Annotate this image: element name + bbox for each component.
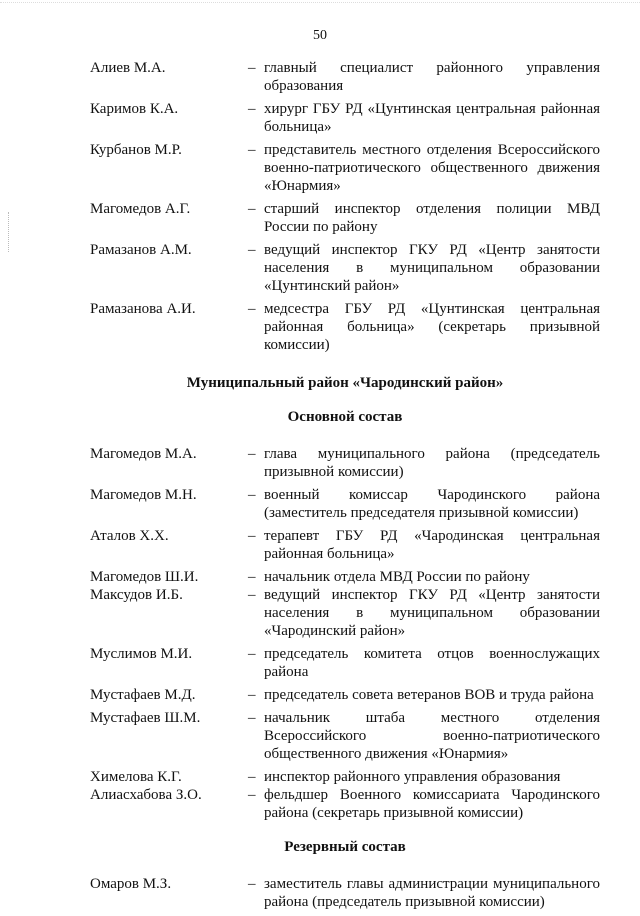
member-role: председатель совета ветеранов ВОВ и труда района	[264, 687, 594, 703]
dash: –	[248, 142, 256, 158]
dash: –	[248, 587, 256, 603]
member-name: Курбанов М.Р.	[90, 142, 182, 158]
member-name: Мустафаев М.Д.	[90, 687, 196, 703]
member-role: терапевт ГБУ РД «Чародинская центральная районная больница»	[264, 528, 600, 562]
member-role: фельдшер Военного комиссариата Чародинского района (секретарь призывной комиссии)	[264, 787, 600, 821]
scan-edge-artifact	[0, 2, 640, 9]
member-role: главный специалист районного управления образования	[264, 60, 600, 94]
member-entry	[90, 709, 600, 763]
member-name: Омаров М.З.	[90, 876, 172, 892]
member-name: Рамазанова А.И.	[90, 301, 196, 317]
member-name: Каримов К.А.	[90, 101, 179, 117]
dash: –	[248, 242, 256, 258]
member-name: Магомедов М.А.	[90, 446, 197, 462]
member-entry	[90, 586, 600, 640]
commission-list	[90, 59, 600, 916]
member-role: начальник штаба местного отделения Всероссийского военно-патриотического общественного движения «Юнармия»	[264, 710, 600, 762]
member-entry	[90, 568, 600, 586]
member-entry	[90, 486, 600, 522]
dash: –	[248, 446, 256, 462]
member-role: инспектор районного управления образования	[264, 769, 561, 785]
member-entry	[90, 527, 600, 563]
member-role: начальник отдела МВД России по району	[264, 569, 530, 585]
member-name: Мустафаев Ш.М.	[90, 710, 201, 726]
member-role: заместитель главы администрации муниципального района (председатель призывной комиссии)	[264, 876, 600, 910]
dash: –	[248, 201, 256, 217]
dash: –	[248, 487, 256, 503]
member-entry	[90, 59, 600, 95]
member-name: Алиев М.А.	[90, 60, 166, 76]
member-name: Алиасхабова З.О.	[90, 787, 202, 803]
member-entry	[90, 768, 600, 786]
dash: –	[248, 301, 256, 317]
member-role: представитель местного отделения Всероссийского военно-патриотического общественного движения «Юнармия»	[264, 142, 600, 194]
scan-margin-artifact	[8, 212, 11, 252]
member-name: Магомедов А.Г.	[90, 201, 191, 217]
member-entry	[90, 200, 600, 236]
page-number: 50	[313, 28, 327, 43]
member-name: Максудов И.Б.	[90, 587, 183, 603]
reserve-composition-heading: Резервный состав	[284, 839, 406, 855]
member-entry	[90, 445, 600, 481]
member-role: хирург ГБУ РД «Цунтинская центральная районная больница»	[264, 101, 600, 135]
member-entry	[90, 241, 600, 295]
dash: –	[248, 769, 256, 785]
member-role: глава муниципального района (председатель призывной комиссии)	[264, 446, 600, 480]
member-name: Аталов Х.Х.	[90, 528, 169, 544]
member-entry	[90, 100, 600, 136]
dash: –	[248, 876, 256, 892]
dash: –	[248, 646, 256, 662]
member-entry	[90, 686, 600, 704]
member-entry	[90, 875, 600, 911]
member-entry	[90, 141, 600, 195]
dash: –	[248, 528, 256, 544]
member-entry	[90, 300, 600, 354]
dash: –	[248, 60, 256, 76]
member-name: Рамазанов А.М.	[90, 242, 192, 258]
dash: –	[248, 101, 256, 117]
dash: –	[248, 687, 256, 703]
main-composition-heading: Основной состав	[287, 409, 403, 425]
member-entry	[90, 645, 600, 681]
member-entry	[90, 786, 600, 822]
member-role: медсестра ГБУ РД «Цунтинская центральная районная больница» (секретарь призывной комиссии)	[264, 301, 600, 353]
member-role: председатель комитета отцов военнослужащих района	[264, 646, 600, 680]
member-name: Муслимов М.И.	[90, 646, 193, 662]
member-name: Магомедов М.Н.	[90, 487, 197, 503]
member-role: старший инспектор отделения полиции МВД России по району	[264, 201, 600, 235]
dash: –	[248, 569, 256, 585]
member-name: Магомедов Ш.И.	[90, 569, 199, 585]
district-heading: Муниципальный район «Чародинский район»	[186, 375, 504, 391]
dash: –	[248, 787, 256, 803]
dash: –	[248, 710, 256, 726]
member-role: ведущий инспектор ГКУ РД «Центр занятости населения в муниципальном образовании «Цунтинский район»	[264, 242, 600, 294]
member-name: Химелова К.Г.	[90, 769, 182, 785]
member-role: военный комиссар Чародинского района (заместитель председателя призывной комиссии)	[264, 487, 600, 521]
member-role: ведущий инспектор ГКУ РД «Центр занятости населения в муниципальном образовании «Чародинский район»	[264, 587, 600, 639]
